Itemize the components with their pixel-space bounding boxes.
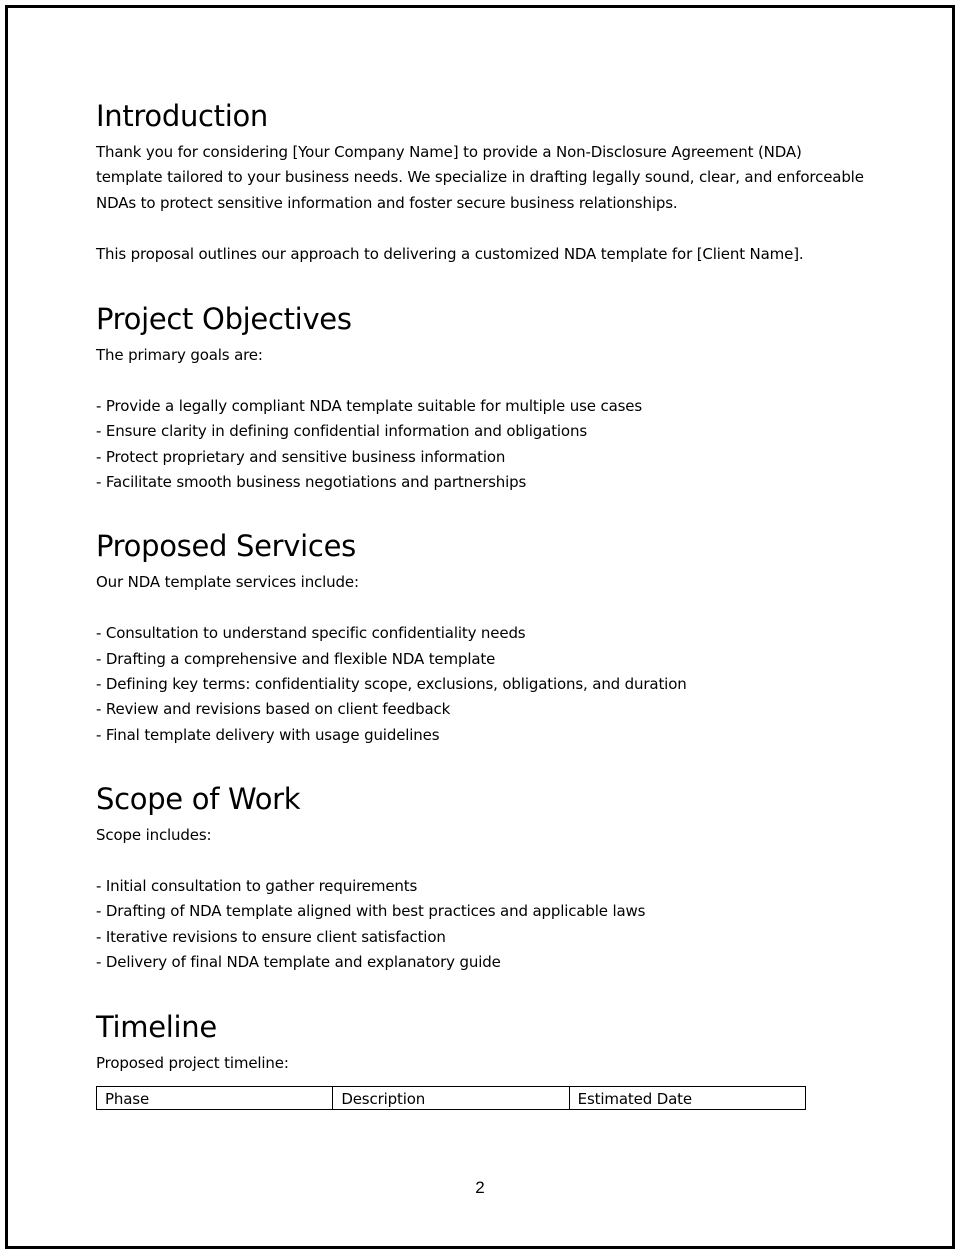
- section-scope: [96, 779, 866, 975]
- services-heading: Proposed Services: [96, 529, 356, 564]
- section-introduction: [96, 96, 866, 267]
- scope-item: - Iterative revisions to ensure client satisfaction: [96, 927, 446, 946]
- timeline-intro: Proposed project timeline:: [96, 1053, 289, 1072]
- table-header-row: [97, 1087, 806, 1110]
- scope-intro: Scope includes:: [96, 826, 212, 845]
- services-item: - Final template delivery with usage guidelines: [96, 725, 440, 744]
- section-timeline: [96, 1007, 866, 1110]
- objectives-item: - Ensure clarity in defining confidential information and obligations: [96, 422, 587, 441]
- column-header-estimated-date: Estimated Date: [569, 1087, 805, 1110]
- timeline-heading: Timeline: [96, 1009, 217, 1044]
- scope-item: - Initial consultation to gather requirements: [96, 877, 418, 896]
- column-header-phase: Phase: [97, 1087, 333, 1110]
- introduction-line-1: Thank you for considering [Your Company Name] to provide a Non-Disclosure Agreement (NDA): [96, 143, 802, 161]
- objectives-heading: Project Objectives: [96, 302, 352, 337]
- scope-heading: Scope of Work: [96, 782, 301, 817]
- services-intro: Our NDA template services include:: [96, 573, 359, 592]
- introduction-closing: This proposal outlines our approach to delivering a customized NDA template for [Client Name].: [96, 244, 804, 263]
- services-item: - Review and revisions based on client feedback: [96, 700, 451, 719]
- introduction-heading: Introduction: [96, 99, 269, 133]
- objectives-item: - Provide a legally compliant NDA template suitable for multiple use cases: [96, 396, 643, 415]
- column-header-description: Description: [333, 1087, 569, 1110]
- objectives-item: - Protect proprietary and sensitive business information: [96, 447, 506, 466]
- services-item: - Drafting a comprehensive and flexible NDA template: [96, 649, 496, 668]
- section-objectives: [96, 299, 866, 495]
- objectives-item: - Facilitate smooth business negotiations and partnerships: [96, 473, 527, 492]
- objectives-intro: The primary goals are:: [96, 346, 263, 365]
- introduction-line-3: NDAs to protect sensitive information and foster secure business relationships.: [96, 193, 678, 212]
- services-item: - Defining key terms: confidentiality scope, exclusions, obligations, and duration: [96, 675, 687, 694]
- timeline-table: [96, 1086, 806, 1110]
- scope-item: - Drafting of NDA template aligned with best practices and applicable laws: [96, 902, 646, 921]
- document-body: [96, 96, 866, 1110]
- scope-item: - Delivery of final NDA template and explanatory guide: [96, 953, 501, 972]
- services-item: - Consultation to understand specific confidentiality needs: [96, 624, 526, 643]
- section-services: [96, 526, 866, 748]
- introduction-line-2: template tailored to your business needs. We specialize in drafting legally sound, clear, and enforceable: [96, 168, 864, 187]
- page-number: 2: [475, 1178, 485, 1197]
